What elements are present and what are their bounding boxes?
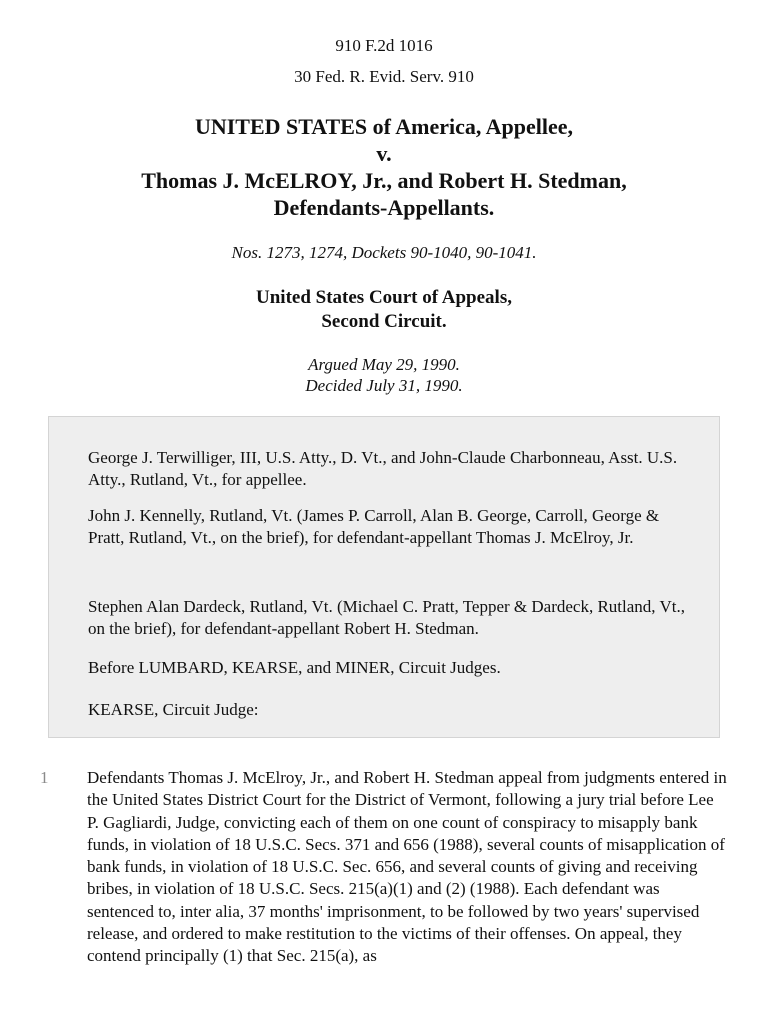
opinion-author: KEARSE, Circuit Judge: <box>88 700 259 719</box>
evidence-service-citation: 30 Fed. R. Evid. Serv. 910 <box>294 67 474 86</box>
caption-appellee: UNITED STATES of America, Appellee, <box>194 114 574 139</box>
court-name-line-1: United States Court of Appeals, <box>256 287 512 308</box>
caption-appellants-role: Defendants-Appellants. <box>273 195 495 220</box>
counsel-appellant-mcelroy: John J. Kennelly, Rutland, Vt. (James P. Carroll, Alan B. George, Carroll, George & Pratt, Rutland, Vt., on the brief), for defendant-appellant Thomas J. McElroy, Jr. <box>88 506 660 547</box>
argued-date: Argued May 29, 1990. <box>308 355 460 374</box>
case-caption <box>0 113 768 221</box>
opinion-paragraph: Defendants Thomas J. McElroy, Jr., and Robert H. Stedman appeal from judgments entered in the United States District Court for the District of Vermont, following a jury trial before Lee P. Gagliardi, Judge, convicting each of them on one count of conspiracy to misapply bank funds, in violation of 18 U.S.C. Secs. 371 and 656 (1988), several counts of misapplication of bank funds, in violation of 18 U.S.C. Sec. 656, and several counts of giving and receiving bribes, in violation of 18 U.S.C. Secs. 215(a)(1) and (2) (1988). Each defendant was sentenced to, inter alia, 37 months' imprisonment, to be followed by two years' supervised release, and ordered to make restitution to the victims of their offenses. On appeal, they contend principally (1) that Sec. 215(a), as <box>87 768 727 966</box>
counsel-panel <box>48 416 720 738</box>
judicial-panel: Before LUMBARD, KEARSE, and MINER, Circuit Judges. <box>88 658 501 677</box>
decided-date: Decided July 31, 1990. <box>305 376 463 395</box>
case-dates <box>0 354 768 396</box>
caption-versus: v. <box>376 141 392 166</box>
caption-appellants: Thomas J. McELROY, Jr., and Robert H. Stedman, <box>141 168 627 193</box>
counsel-appellant-stedman: Stephen Alan Dardeck, Rutland, Vt. (Michael C. Pratt, Tepper & Dardeck, Rutland, Vt., on the brief), for defendant-appellant Robert H. Stedman. <box>88 597 685 638</box>
court-name <box>0 286 768 334</box>
paragraph-number: 1 <box>40 768 49 787</box>
reporter-citation: 910 F.2d 1016 <box>335 36 433 55</box>
counsel-appellee: George J. Terwilliger, III, U.S. Atty., D. Vt., and John-Claude Charbonneau, Asst. U.S. Atty., Rutland, Vt., for appellee. <box>88 448 678 489</box>
docket-numbers: Nos. 1273, 1274, Dockets 90-1040, 90-1041. <box>231 243 537 262</box>
court-name-line-2: Second Circuit. <box>321 311 447 332</box>
